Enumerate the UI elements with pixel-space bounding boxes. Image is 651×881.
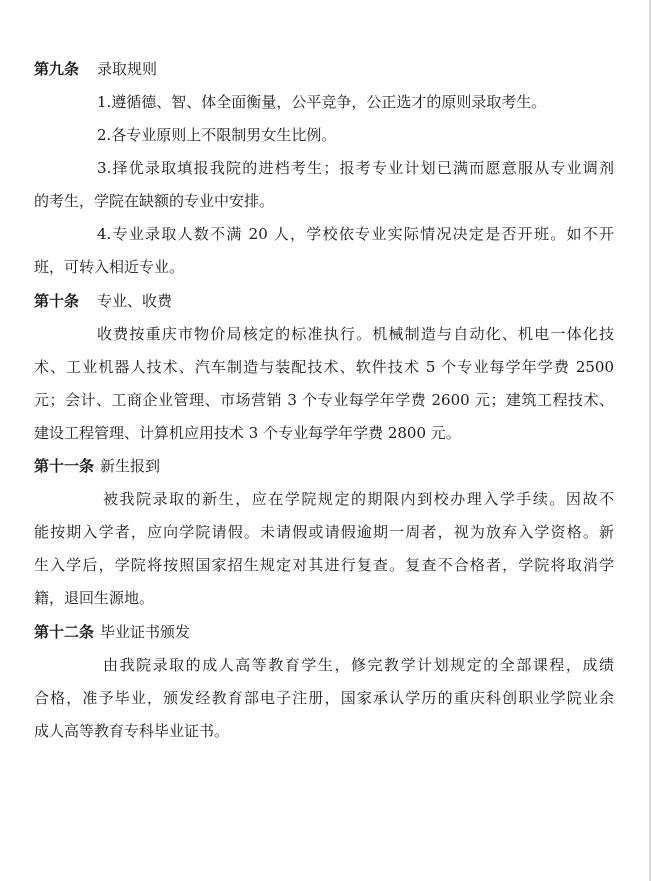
section-9-line-5: 4.专业录取人数不满 20 人，学校依专业实际情况决定是否开班。如不开 — [97, 225, 614, 243]
section-10-heading — [34, 289, 614, 313]
section-9-number: 第九条 — [34, 60, 80, 78]
section-9-line-2: 2.各专业原则上不限制男女生比例。 — [97, 126, 337, 144]
section-12-number: 第十二条 — [34, 623, 95, 641]
section-10-line-4: 建设工程管理、计算机应用技术 3 个专业每学年学费 2800 元。 — [34, 424, 461, 442]
section-9-heading — [34, 57, 614, 81]
section-11-number: 第十一条 — [34, 457, 95, 475]
section-11-line-2: 能按期入学者，应向学院请假。未请假或请假逾期一周者，视为放弃入学资格。新 — [34, 523, 614, 541]
section-10-line-1: 收费按重庆市物价局核定的标准执行。机械制造与自动化、机电一体化技 — [97, 325, 614, 343]
section-10-line-2: 术、工业机器人技术、汽车制造与装配技术、软件技术 5 个专业每学年学费 2500 — [34, 358, 614, 376]
section-11-title: 新生报到 — [100, 457, 161, 475]
section-10-line-3: 元；会计、工商企业管理、市场营销 3 个专业每学年学费 2600 元；建筑工程技术、 — [34, 391, 614, 409]
section-12-line-2: 合格，准予毕业，颁发经教育部电子注册，国家承认学历的重庆科创职业学院业余 — [34, 689, 614, 707]
section-9-line-4: 的考生，学院在缺额的专业中安排。 — [34, 192, 275, 210]
section-12-title: 毕业证书颁发 — [100, 623, 191, 641]
section-9-line-3: 3.择优录取填报我院的进档考生；报考专业计划已满而愿意服从专业调剂 — [97, 159, 614, 177]
section-11-line-4: 籍，退回生源地。 — [34, 589, 155, 607]
section-12-line-1: 由我院录取的成人高等教育学生，修完教学计划规定的全部课程，成绩 — [103, 656, 614, 674]
section-10-number: 第十条 — [34, 292, 80, 310]
section-9-title: 录取规则 — [97, 60, 158, 78]
section-9-line-6: 班，可转入相近专业。 — [34, 258, 185, 276]
section-9-line-1: 1.遵循德、智、体全面衡量，公平竞争，公正选才的原则录取考生。 — [97, 93, 547, 111]
section-11-line-1: 被我院录取的新生，应在学院规定的期限内到校办理入学手续。因故不 — [103, 490, 614, 508]
section-12-heading — [34, 620, 614, 644]
section-10-title: 专业、收费 — [97, 292, 173, 310]
section-11-heading — [34, 454, 614, 478]
section-11-line-3: 生入学后，学院将按照国家招生规定对其进行复查。复查不合格者，学院将取消学 — [34, 556, 614, 574]
section-12-line-3: 成人高等教育专科毕业证书。 — [34, 722, 230, 740]
